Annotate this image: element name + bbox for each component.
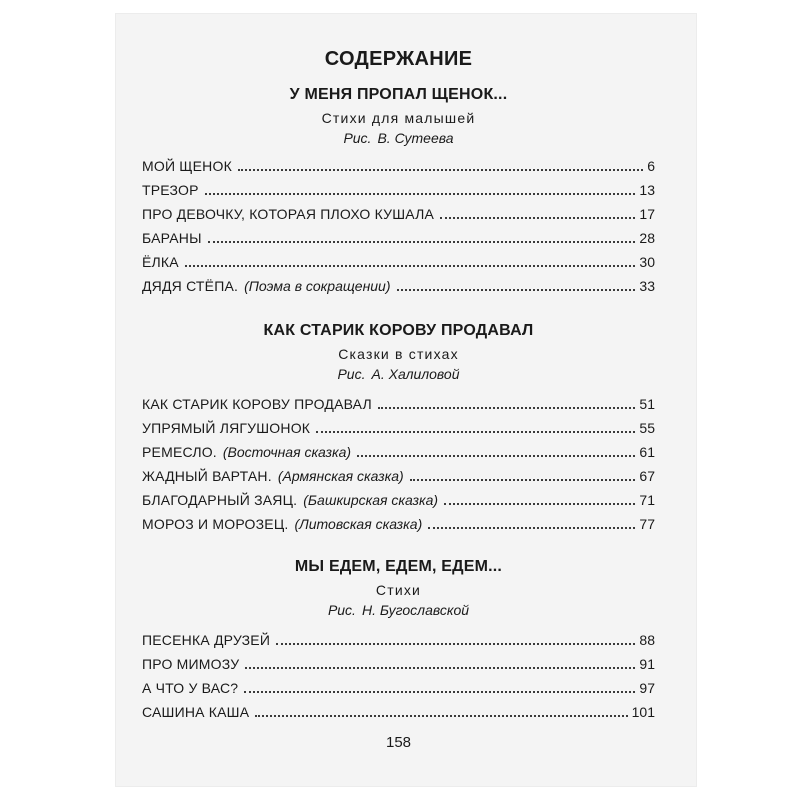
- entry-page-number: 88: [639, 632, 655, 648]
- illustrator-prefix: Рис.: [327, 602, 356, 618]
- entry-page-number: 101: [631, 704, 655, 720]
- toc-entry: [142, 205, 655, 223]
- entry-title: УПРЯМЫЙ ЛЯГУШОНОК: [142, 420, 311, 436]
- toc-entry: [142, 253, 655, 271]
- entry-note: (Литовская сказка): [294, 516, 423, 532]
- illustrator-prefix: Рис.: [343, 130, 372, 146]
- dot-leader: [245, 667, 635, 669]
- section-title: КАК СТАРИК КОРОВУ ПРОДАВАЛ: [263, 322, 534, 339]
- entry-page-number: 30: [639, 254, 655, 270]
- dot-leader: [440, 217, 635, 219]
- entry-page-number: 33: [639, 278, 655, 294]
- section-title: МЫ ЕДЕМ, ЕДЕМ, ЕДЕМ...: [294, 558, 503, 575]
- entry-page-number: 13: [639, 182, 655, 198]
- entry-page-number: 77: [639, 516, 655, 532]
- dot-leader: [378, 407, 636, 409]
- section-subtitle: Сказки в стихах: [338, 346, 459, 362]
- toc-entry: [142, 419, 655, 437]
- illustrator-name: В. Сутеева: [377, 130, 454, 146]
- entry-title: МОРОЗ И МОРОЗЕЦ.: [142, 516, 289, 532]
- entry-page-number: 28: [639, 230, 655, 246]
- entry-page-number: 6: [647, 158, 655, 174]
- toc-entry: [142, 277, 655, 295]
- entry-title: КАК СТАРИК КОРОВУ ПРОДАВАЛ: [142, 396, 372, 412]
- entry-title: САШИНА КАША: [142, 704, 250, 720]
- entry-title: А ЧТО У ВАС?: [142, 680, 239, 696]
- toc-entry: [142, 679, 655, 697]
- toc-entry: [142, 491, 655, 509]
- entry-title: ДЯДЯ СТЁПА.: [142, 278, 239, 294]
- illustrator-name: Н. Бугославской: [361, 602, 470, 618]
- dot-leader: [238, 169, 643, 171]
- entry-page-number: 51: [639, 396, 655, 412]
- toc-entry: [142, 655, 655, 673]
- dot-leader: [244, 691, 635, 693]
- entry-title: ЖАДНЫЙ ВАРТАН.: [142, 468, 272, 484]
- entry-note: (Поэма в сокращении): [244, 278, 391, 294]
- toc-entry: [142, 515, 655, 533]
- dot-leader: [410, 479, 636, 481]
- dot-leader: [255, 715, 627, 717]
- entry-note: (Армянская сказка): [277, 468, 404, 484]
- entry-page-number: 61: [639, 444, 655, 460]
- dot-leader: [428, 527, 635, 529]
- dot-leader: [444, 503, 635, 505]
- dot-leader: [357, 455, 635, 457]
- contents-title: СОДЕРЖАНИЕ: [324, 48, 473, 70]
- toc-entry: [142, 443, 655, 461]
- toc-entry: [142, 467, 655, 485]
- dot-leader: [208, 241, 636, 243]
- section-subtitle: Стихи для малышей: [321, 110, 476, 126]
- dot-leader: [205, 193, 636, 195]
- toc-entry: [142, 181, 655, 199]
- entry-page-number: 55: [639, 420, 655, 436]
- entry-page-number: 97: [639, 680, 655, 696]
- entry-title: ЁЛКА: [142, 254, 179, 270]
- toc-entry: [142, 703, 655, 721]
- toc-entry: [142, 631, 655, 649]
- entry-page-number: 67: [639, 468, 655, 484]
- entry-title: ПРО ДЕВОЧКУ, КОТОРАЯ ПЛОХО КУШАЛА: [142, 206, 435, 222]
- entry-title: ПРО МИМОЗУ: [142, 656, 240, 672]
- entry-title: РЕМЕСЛО.: [142, 444, 217, 460]
- section-title: У МЕНЯ ПРОПАЛ ЩЕНОК...: [289, 86, 508, 103]
- entry-title: ТРЕЗОР: [142, 182, 199, 198]
- section-illustrator: [142, 366, 655, 382]
- page-number: 158: [385, 734, 412, 751]
- entry-title: МОЙ ЩЕНОК: [142, 158, 232, 174]
- toc-entry: [142, 157, 655, 175]
- dot-leader: [397, 289, 636, 291]
- section-illustrator: [142, 602, 655, 618]
- section-subtitle: Стихи: [375, 582, 422, 598]
- entry-page-number: 71: [639, 492, 655, 508]
- dot-leader: [185, 265, 636, 267]
- illustrator-name: А. Халиловой: [371, 366, 460, 382]
- illustrator-prefix: Рис.: [337, 366, 366, 382]
- entry-title: БАРАНЫ: [142, 230, 202, 246]
- dot-leader: [316, 431, 635, 433]
- toc-entry: [142, 395, 655, 413]
- entry-note: (Башкирская сказка): [303, 492, 439, 508]
- dot-leader: [276, 643, 635, 645]
- entry-page-number: 91: [639, 656, 655, 672]
- entry-page-number: 17: [639, 206, 655, 222]
- toc-entry: [142, 229, 655, 247]
- entry-title: ПЕСЕНКА ДРУЗЕЙ: [142, 632, 271, 648]
- section-illustrator: [142, 130, 655, 146]
- entry-title: БЛАГОДАРНЫЙ ЗАЯЦ.: [142, 492, 298, 508]
- entry-note: (Восточная сказка): [222, 444, 352, 460]
